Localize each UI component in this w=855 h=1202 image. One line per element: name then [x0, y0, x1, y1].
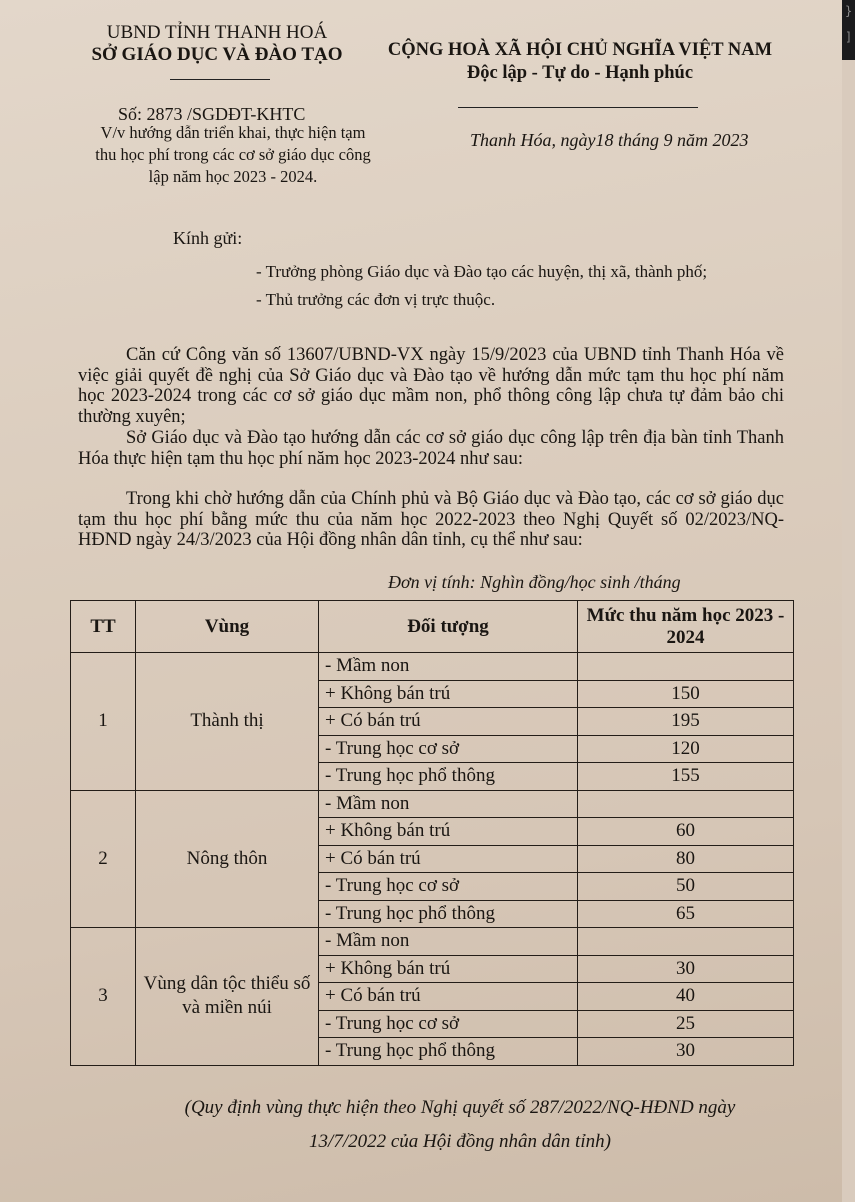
place-date: Thanh Hóa, ngày18 tháng 9 năm 2023	[470, 130, 749, 150]
footnote-line: (Quy định vùng thực hiện theo Nghị quyết số 287/2022/NQ-HĐND ngày	[184, 1097, 736, 1118]
header-underline-left	[170, 79, 270, 80]
subject-cell: + Không bán trú	[319, 680, 578, 708]
subject-cell: - Trung học cơ sở	[319, 735, 578, 763]
department-name: SỞ GIÁO DỤC VÀ ĐÀO TẠO	[91, 44, 343, 65]
subject-cell: - Mầm non	[319, 928, 578, 956]
header-subject: Đối tượng	[319, 601, 578, 653]
issuer-header	[72, 22, 362, 66]
document-subject: V/v hướng dẫn triển khai, thực hiện tạm thu học phí trong các cơ sở giáo dục công lập năm học 2023 - 2024.	[95, 123, 371, 186]
region-name: Nông thôn	[136, 790, 319, 928]
subject-cell: + Có bán trú	[319, 983, 578, 1011]
header-underline-right	[458, 107, 698, 108]
agency-name: UBND TỈNH THANH HOÁ	[106, 22, 328, 43]
fee-cell: 155	[578, 763, 794, 791]
fee-cell: 195	[578, 708, 794, 736]
nation-name: CỘNG HOÀ XÃ HỘI CHỦ NGHĨA VIỆT NAM	[387, 40, 773, 60]
table-row	[71, 653, 794, 681]
body-paragraph: Trong khi chờ hướng dẫn của Chính phủ và Bộ Giáo dục và Đào tạo, các cơ sở giáo dục tạm thu học phí bằng mức thu của năm học 2022-2023 theo Nghị Quyết số 02/2023/NQ-HĐND ngày 24/3/2023 của Hội đồng nhân dân tỉnh, cụ thể như sau:	[78, 489, 784, 550]
subject-cell: - Trung học phổ thông	[319, 900, 578, 928]
fee-cell	[578, 928, 794, 956]
header-fee: Mức thu năm học 2023 - 2024	[578, 601, 794, 653]
header-tt: TT	[71, 601, 136, 653]
tuition-fee-table	[70, 600, 794, 1066]
background-edge: } ]	[842, 0, 855, 60]
subject-cell: + Không bán trú	[319, 818, 578, 846]
footnote-line: 13/7/2022 của Hội đồng nhân dân tỉnh)	[309, 1131, 611, 1152]
subject-cell: + Có bán trú	[319, 845, 578, 873]
recipients-label: Kính gửi:	[173, 228, 243, 248]
fee-cell: 80	[578, 845, 794, 873]
fee-cell	[578, 790, 794, 818]
region-name: Thành thị	[136, 653, 319, 791]
fee-cell: 25	[578, 1010, 794, 1038]
subject-cell: - Mầm non	[319, 653, 578, 681]
subject-cell: - Trung học cơ sở	[319, 873, 578, 901]
subject-cell: + Có bán trú	[319, 708, 578, 736]
row-number: 1	[71, 653, 136, 791]
fee-cell: 65	[578, 900, 794, 928]
fee-cell: 30	[578, 1038, 794, 1066]
subject-cell: + Không bán trú	[319, 955, 578, 983]
fee-cell: 40	[578, 983, 794, 1011]
fee-cell: 50	[578, 873, 794, 901]
header-region: Vùng	[136, 601, 319, 653]
subject-cell: - Trung học cơ sở	[319, 1010, 578, 1038]
recipient-item: - Thủ trưởng các đơn vị trực thuộc.	[256, 290, 496, 309]
subject-cell: - Trung học phổ thông	[319, 1038, 578, 1066]
motto: Độc lập - Tự do - Hạnh phúc	[466, 63, 694, 83]
region-name: Vùng dân tộc thiểu số và miền núi	[136, 928, 319, 1066]
body-paragraph: Căn cứ Công văn số 13607/UBND-VX ngày 15/9/2023 của UBND tỉnh Thanh Hóa về việc giải quyết đề nghị của Sở Giáo dục và Đào tạo về hướng dẫn mức tạm thu học phí năm học 2023-2024 trong các cơ sở giáo dục mầm non, phổ thông công lập chưa tự đảm bảo chi thường xuyên;	[78, 345, 784, 427]
row-number: 2	[71, 790, 136, 928]
row-number: 3	[71, 928, 136, 1066]
subject-cell: - Mầm non	[319, 790, 578, 818]
fee-cell: 60	[578, 818, 794, 846]
table-row	[71, 790, 794, 818]
subject-cell: - Trung học phổ thông	[319, 763, 578, 791]
unit-label: Đơn vị tính: Nghìn đồng/học sinh /tháng	[388, 572, 681, 592]
recipient-item: - Trưởng phòng Giáo dục và Đào tạo các huyện, thị xã, thành phố;	[256, 262, 708, 281]
body-paragraph: Sở Giáo dục và Đào tạo hướng dẫn các cơ sở giáo dục công lập trên địa bàn tỉnh Thanh Hóa thực hiện tạm thu học phí năm học 2023-2024 như sau:	[78, 428, 784, 469]
national-header	[380, 40, 780, 84]
fee-cell	[578, 653, 794, 681]
fee-cell: 150	[578, 680, 794, 708]
table-row	[71, 928, 794, 956]
table-header-row	[71, 601, 794, 653]
fee-cell: 30	[578, 955, 794, 983]
fee-cell: 120	[578, 735, 794, 763]
document-number: Số: 2873 /SGDĐT-KHTC	[118, 104, 306, 124]
